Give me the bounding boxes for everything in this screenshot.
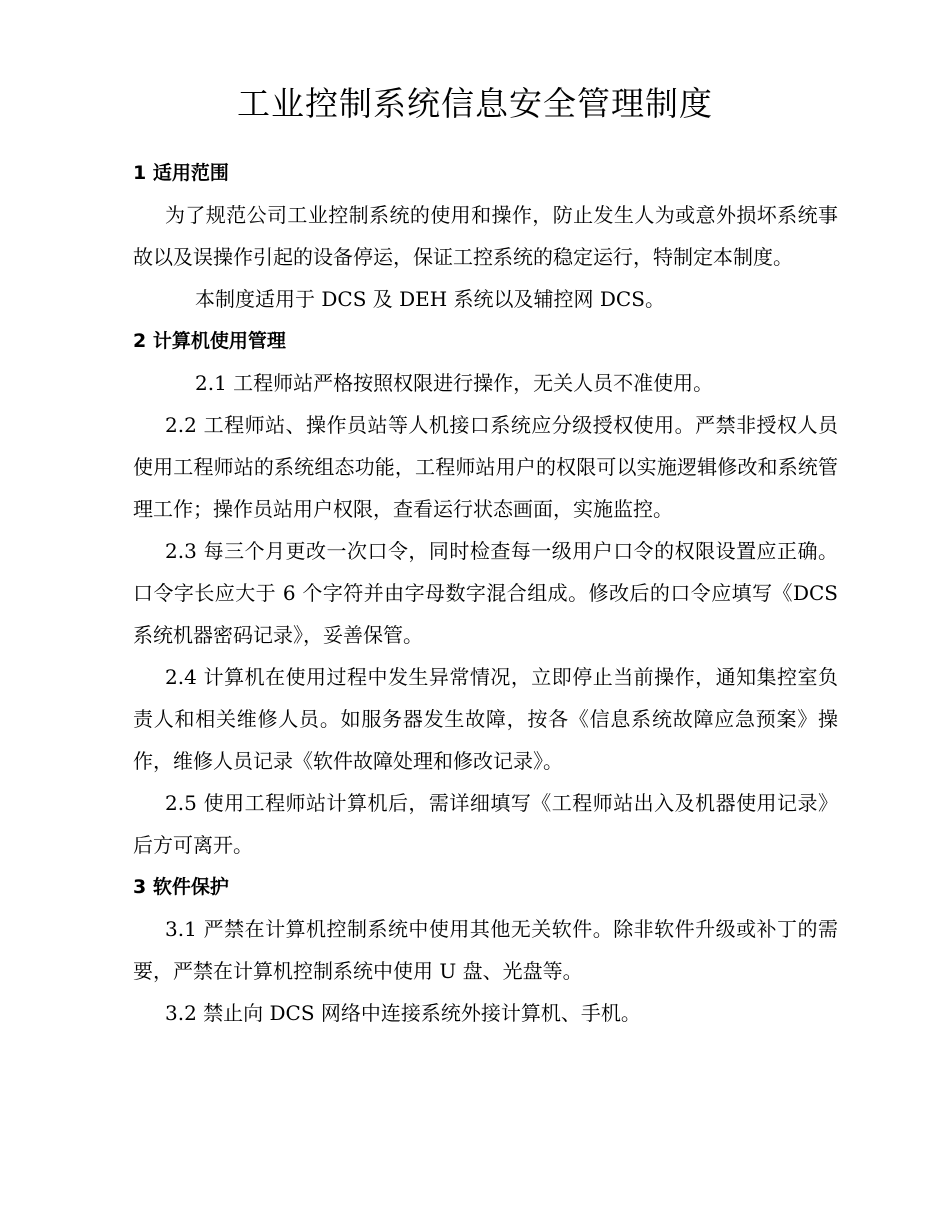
section-heading: 3 软件保护 (133, 876, 229, 898)
paragraph: 2.2 工程师站、操作员站等人机接口系统应分级授权使用。严禁非授权人员使用工程师站的系统组态功能，工程师站用户的权限可以实施逻辑修改和系统管理工作；操作员站用户权限，查看运行状态画面，实施监控。 (133, 413, 838, 521)
section-heading: 1 适用范围 (133, 162, 229, 184)
paragraph: 本制度适用于 DCS 及 DEH 系统以及辅控网 DCS。 (195, 287, 665, 311)
paragraph: 为了规范公司工业控制系统的使用和操作，防止发生人为或意外损坏系统事故以及误操作引起的设备停运，保证工控系统的稳定运行，特制定本制度。 (133, 203, 838, 269)
section-computer-usage (133, 320, 838, 866)
paragraph: 2.5 使用工程师站计算机后，需详细填写《工程师站出入及机器使用记录》后方可离开。 (133, 791, 838, 857)
paragraph: 3.1 严禁在计算机控制系统中使用其他无关软件。除非软件升级或补丁的需要，严禁在计算机控制系统中使用 U 盘、光盘等。 (133, 917, 838, 983)
section-software-protection (133, 866, 838, 1034)
paragraph: 2.1 工程师站严格按照权限进行操作，无关人员不准使用。 (195, 371, 714, 395)
paragraph: 2.4 计算机在使用过程中发生异常情况，立即停止当前操作，通知集控室负责人和相关维修人员。如服务器发生故障，按各《信息系统故障应急预案》操作，维修人员记录《软件故障处理和修改记录》。 (133, 665, 838, 773)
section-heading: 2 计算机使用管理 (133, 330, 286, 352)
section-scope (133, 152, 838, 320)
paragraph: 3.2 禁止向 DCS 网络中连接系统外接计算机、手机。 (165, 1001, 641, 1025)
document-title: 工业控制系统信息安全管理制度 (237, 84, 713, 123)
document-body (133, 152, 838, 1034)
paragraph: 2.3 每三个月更改一次口令，同时检查每一级用户口令的权限设置应正确。口令字长应大于 6 个字符并由字母数字混合组成。修改后的口令应填写《DCS 系统机器密码记录》，妥善保管。 (133, 539, 838, 647)
